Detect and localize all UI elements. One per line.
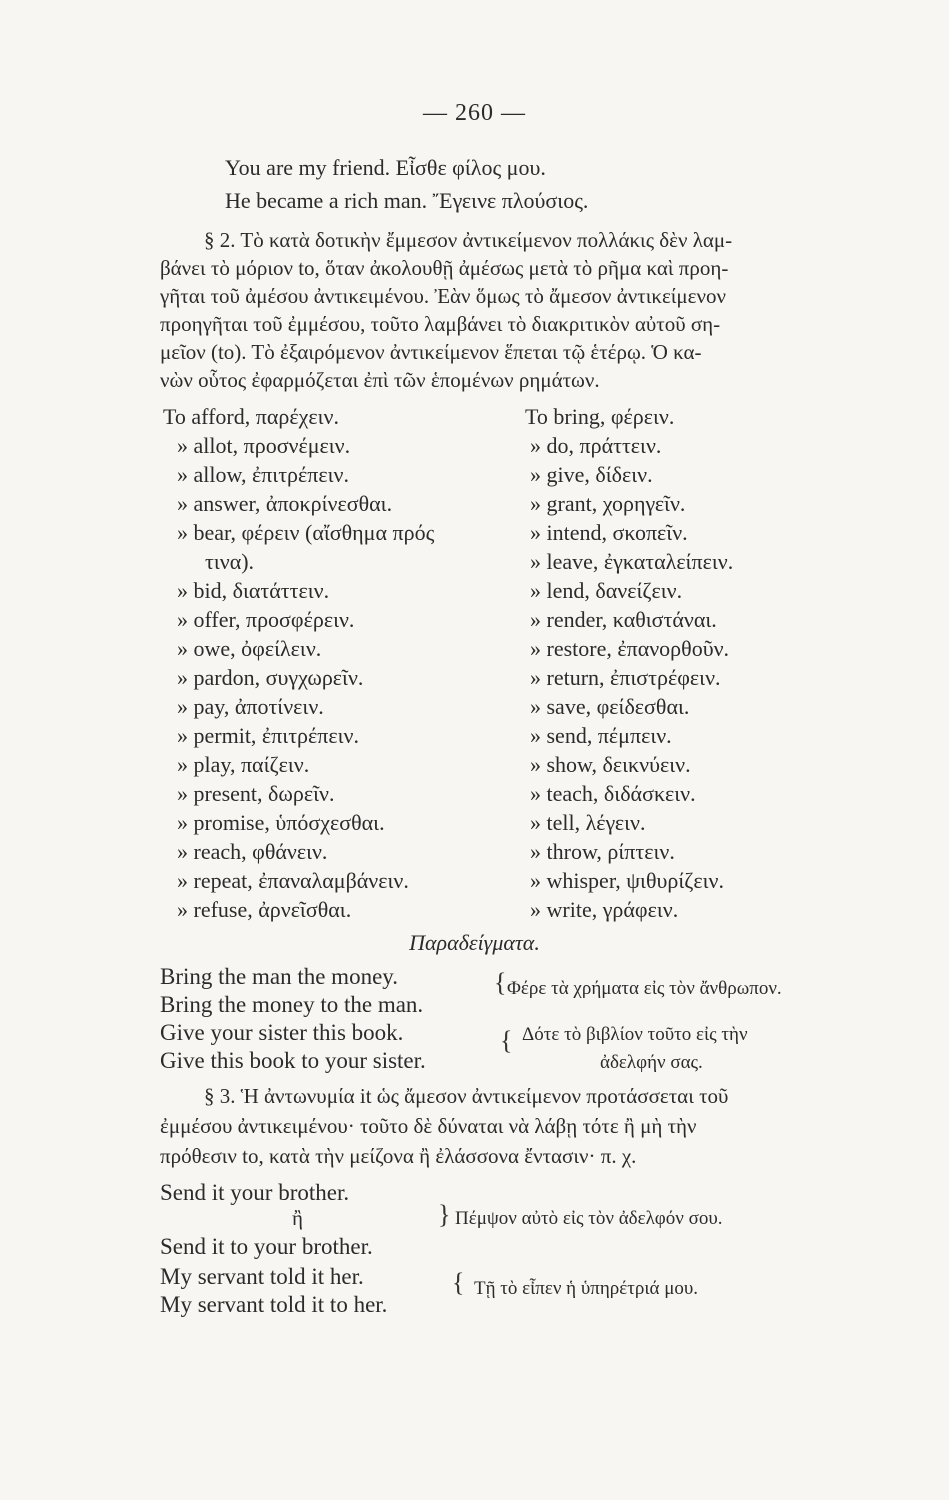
example-conjunction: ἢ [292,1206,303,1230]
verb-entry: » permit, ἐπιτρέπειν. [177,723,359,748]
paragraph-line: ἐμμέσου ἀντικειμένου· τοῦτο δὲ δύναται νὰ λάβῃ τότε ἢ μὴ τὴν [160,1114,697,1138]
intro-line: You are my friend. Εἶσθε φίλος μου. [225,155,546,180]
verb-entry: » return, ἐπιστρέφειν. [530,665,721,690]
verb-entry: » leave, ἐγκαταλείπειν. [530,549,734,574]
verb-entry: » give, δίδειν. [530,462,653,487]
verb-entry: » save, φείδεσθαι. [530,694,690,719]
verb-entry: » send, πέμπειν. [530,723,672,748]
verb-entry: » offer, προσφέρειν. [177,607,355,632]
verb-entry: » show, δεικνύειν. [530,752,691,777]
verb-entry: » grant, χορηγεῖν. [530,491,686,516]
example-english: Give this book to your sister. [160,1048,426,1073]
verb-entry: » render, καθιστάναι. [530,607,717,632]
page-number: — 260 — [423,100,526,126]
verb-entry: » answer, ἀποκρίνεσθαι. [177,491,393,516]
verb-entry: » refuse, ἀρνεῖσθαι. [177,897,352,922]
paragraph-line: μεῖον (to). Τὸ ἐξαιρόμενον ἀντικείμενον ἕπεται τῷ ἑτέρῳ. Ὁ κα- [160,340,702,364]
verb-entry: » repeat, ἐπαναλαμβάνειν. [177,868,409,893]
verb-entry: » whisper, ψιθυρίζειν. [530,868,725,893]
brace-icon: { [500,1026,513,1055]
verb-entry: » teach, διδάσκειν. [530,781,696,806]
paragraph-line: γῆται τοῦ ἀμέσου ἀντικειμένου. Ἐὰν ὅμως τὸ ἄμεσον ἀντικείμενον [160,284,726,308]
verb-entry: » intend, σκοπεῖν. [530,520,688,545]
verb-entry: » pay, ἀποτίνειν. [177,694,324,719]
brace-icon: } [438,1200,451,1229]
verb-entry: » present, δωρεῖν. [177,781,335,806]
verb-entry: » play, παίζειν. [177,752,310,777]
verb-entry: » allow, ἐπιτρέπειν. [177,462,349,487]
paragraph-line: πρόθεσιν to, κατὰ τὴν μείζονα ἢ ἐλάσσονα ἔντασιν· π. χ. [160,1144,637,1168]
example-greek: Πέμψον αὐτὸ εἰς τὸν ἀδελφόν σου. [455,1208,723,1229]
paragraph-line: προηγῆται τοῦ ἐμμέσου, τοῦτο λαμβάνει τὸ διακριτικὸν αὐτοῦ ση- [160,312,721,336]
example-greek: Δότε τὸ βιβλίον τοῦτο εἰς τὴν [522,1024,748,1045]
verb-entry: » restore, ἐπανορθοῦν. [530,636,730,661]
verb-entry: » write, γράφειν. [530,897,679,922]
example-greek: Τῇ τὸ εἶπεν ἡ ὑπηρέτριά μου. [474,1278,699,1299]
verb-entry: » reach, φθάνειν. [177,839,328,864]
examples-heading: Παραδείγματα. [409,930,540,955]
verb-entry: » lend, δανείζειν. [530,578,683,603]
example-greek: ἀδελφήν σας. [600,1052,703,1073]
example-greek: Φέρε τὰ χρήματα εἰς τὸν ἄνθρωπον. [507,978,782,999]
verb-entry: » throw, ρίπτειν. [530,839,675,864]
verb-entry: τινα). [205,549,255,574]
verb-entry: » pardon, συγχωρεῖν. [177,665,364,690]
example-english: Send it your brother. [160,1180,350,1205]
paragraph-line: § 3. Ἡ ἀντωνυμία it ὡς ἄμεσον ἀντικείμενον προτάσσεται τοῦ [204,1084,729,1108]
verb-entry: » bid, διατάττειν. [177,578,330,603]
example-english: Bring the man the money. [160,964,399,989]
paragraph-line: § 2. Τὸ κατὰ δοτικὴν ἔμμεσον ἀντικείμενον πολλάκις δὲν λαμ- [204,228,733,252]
paragraph-line: βάνει τὸ μόριον to, ὅταν ἀκολουθῇ ἀμέσως μετὰ τὸ ρῆμα καὶ προη- [160,256,729,280]
example-english: My servant told it to her. [160,1292,388,1317]
paragraph-line: νὼν οὗτος ἐφαρμόζεται ἐπὶ τῶν ἑπομένων ρημάτων. [160,368,600,392]
brace-icon: { [494,968,507,997]
intro-line: He became a rich man. Ἔγεινε πλούσιος. [225,188,589,213]
example-english: Give your sister this book. [160,1020,404,1045]
verb-entry: » do, πράττειν. [530,433,662,458]
verb-entry: To bring, φέρειν. [525,404,675,429]
example-english: Bring the money to the man. [160,992,424,1017]
verb-entry: » promise, ὑπόσχεσθαι. [177,810,385,835]
example-english: My servant told it her. [160,1264,364,1289]
verb-entry: To afford, παρέχειν. [163,404,339,429]
example-english: Send it to your brother. [160,1234,373,1259]
verb-entry: » allot, προσνέμειν. [177,433,351,458]
verb-entry: » bear, φέρειν (αἴσθημα πρός [177,520,435,545]
verb-entry: » owe, ὀφείλειν. [177,636,322,661]
verb-entry: » tell, λέγειν. [530,810,646,835]
brace-icon: { [452,1268,465,1297]
